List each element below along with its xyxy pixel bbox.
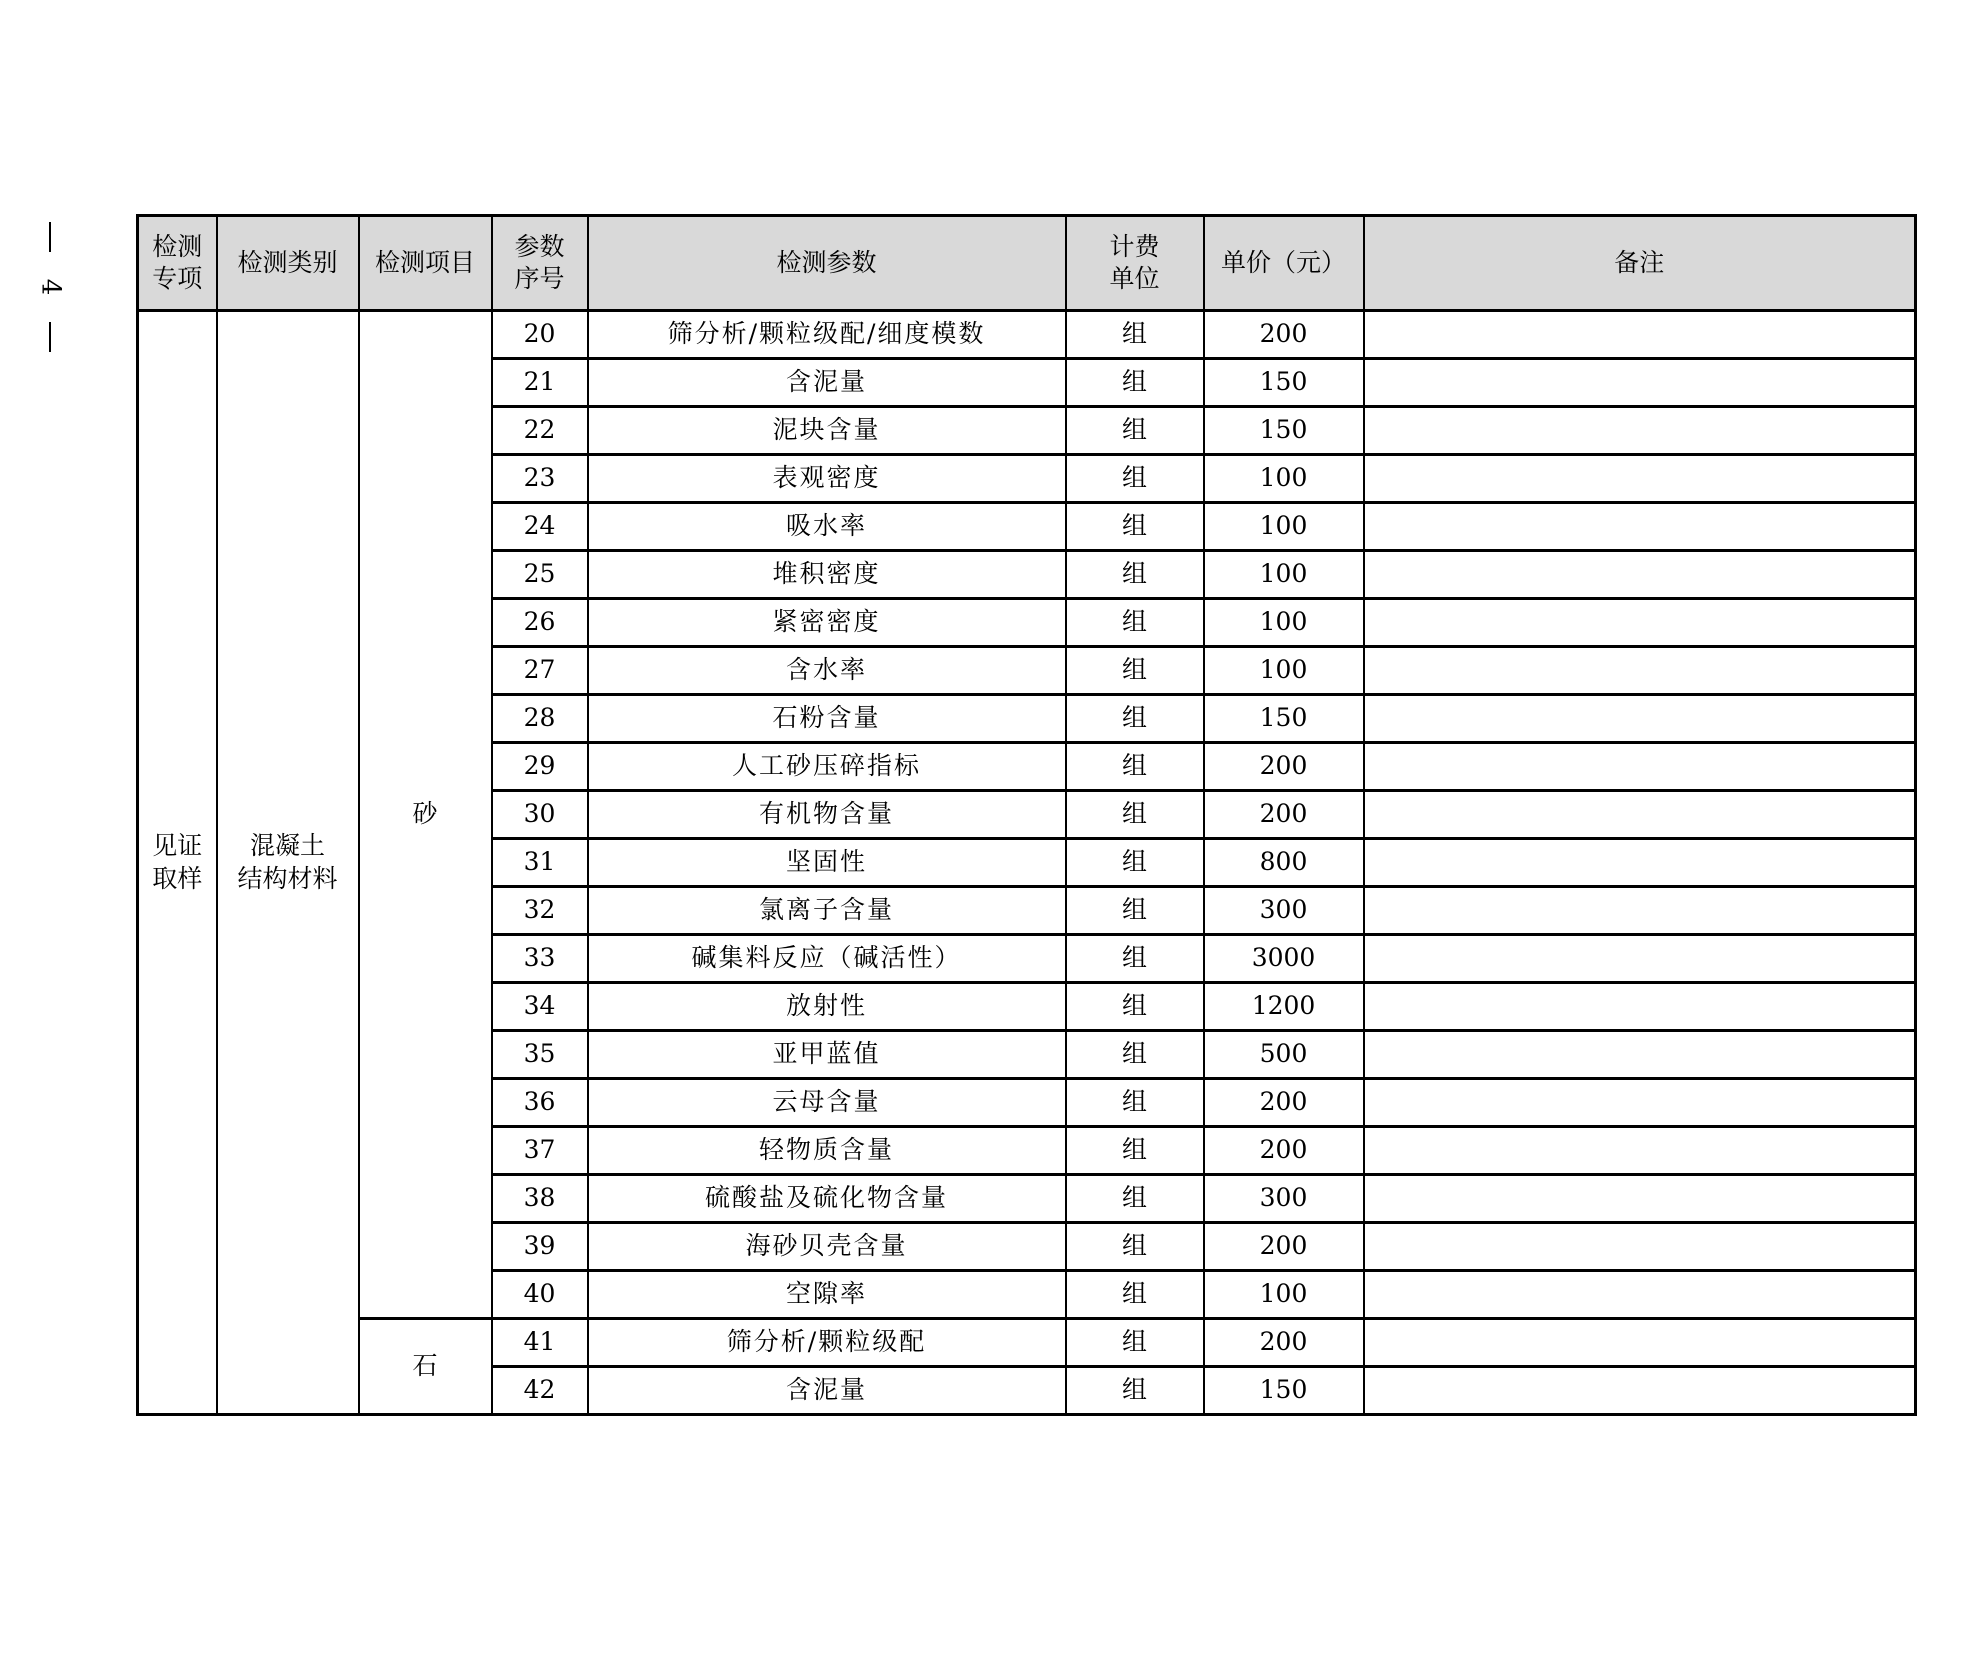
seq-cell: 40 xyxy=(492,1271,588,1319)
seq-cell: 38 xyxy=(492,1175,588,1223)
unit-cell: 组 xyxy=(1066,359,1204,407)
unit-cell: 组 xyxy=(1066,1319,1204,1367)
unit-cell: 组 xyxy=(1066,455,1204,503)
param-cell: 坚固性 xyxy=(588,839,1066,887)
price-cell: 100 xyxy=(1204,1271,1364,1319)
param-cell: 筛分析/颗粒级配/细度模数 xyxy=(588,311,1066,359)
unit-cell: 组 xyxy=(1066,311,1204,359)
note-cell xyxy=(1364,551,1916,599)
note-cell xyxy=(1364,1319,1916,1367)
price-cell: 200 xyxy=(1204,1127,1364,1175)
header-special-line2: 专项 xyxy=(152,264,203,293)
param-cell: 空隙率 xyxy=(588,1271,1066,1319)
header-unit-line2: 单位 xyxy=(1109,264,1160,293)
note-cell xyxy=(1364,647,1916,695)
price-cell: 150 xyxy=(1204,407,1364,455)
price-cell: 200 xyxy=(1204,1319,1364,1367)
unit-cell: 组 xyxy=(1066,1127,1204,1175)
header-category: 检测类别 xyxy=(217,216,359,311)
header-row xyxy=(138,216,1916,311)
param-cell: 云母含量 xyxy=(588,1079,1066,1127)
param-cell: 碱集料反应（碱活性） xyxy=(588,935,1066,983)
unit-cell: 组 xyxy=(1066,1223,1204,1271)
header-unit xyxy=(1066,216,1204,311)
seq-cell: 34 xyxy=(492,983,588,1031)
unit-cell: 组 xyxy=(1066,1175,1204,1223)
note-cell xyxy=(1364,695,1916,743)
param-cell: 硫酸盐及硫化物含量 xyxy=(588,1175,1066,1223)
header-unit-line1: 计费 xyxy=(1109,231,1160,261)
seq-cell: 41 xyxy=(492,1319,588,1367)
seq-cell: 31 xyxy=(492,839,588,887)
note-cell xyxy=(1364,311,1916,359)
param-cell: 轻物质含量 xyxy=(588,1127,1066,1175)
price-cell: 200 xyxy=(1204,1223,1364,1271)
price-cell: 800 xyxy=(1204,839,1364,887)
note-cell xyxy=(1364,599,1916,647)
seq-cell: 39 xyxy=(492,1223,588,1271)
seq-cell: 27 xyxy=(492,647,588,695)
seq-cell: 24 xyxy=(492,503,588,551)
special-line2: 取样 xyxy=(152,863,203,893)
param-cell: 氯离子含量 xyxy=(588,887,1066,935)
seq-cell: 20 xyxy=(492,311,588,359)
param-cell: 紧密密度 xyxy=(588,599,1066,647)
table-body xyxy=(138,311,1916,1415)
page-number-value: 4 xyxy=(34,278,65,296)
price-cell: 100 xyxy=(1204,455,1364,503)
param-cell: 放射性 xyxy=(588,983,1066,1031)
header-note: 备注 xyxy=(1364,216,1916,311)
price-cell: 300 xyxy=(1204,1175,1364,1223)
param-cell: 堆积密度 xyxy=(588,551,1066,599)
seq-cell: 25 xyxy=(492,551,588,599)
note-cell xyxy=(1364,455,1916,503)
header-special-line1: 检测 xyxy=(152,231,203,261)
note-cell xyxy=(1364,935,1916,983)
unit-cell: 组 xyxy=(1066,791,1204,839)
param-cell: 表观密度 xyxy=(588,455,1066,503)
param-cell: 海砂贝壳含量 xyxy=(588,1223,1066,1271)
page-number-dash-top xyxy=(49,222,51,252)
unit-cell: 组 xyxy=(1066,695,1204,743)
category-line1: 混凝土 xyxy=(249,831,325,860)
price-cell: 100 xyxy=(1204,647,1364,695)
seq-cell: 22 xyxy=(492,407,588,455)
note-cell xyxy=(1364,743,1916,791)
seq-cell: 33 xyxy=(492,935,588,983)
price-cell: 150 xyxy=(1204,1367,1364,1415)
note-cell xyxy=(1364,1079,1916,1127)
seq-cell: 29 xyxy=(492,743,588,791)
param-cell: 筛分析/颗粒级配 xyxy=(588,1319,1066,1367)
note-cell xyxy=(1364,503,1916,551)
price-cell: 3000 xyxy=(1204,935,1364,983)
seq-cell: 28 xyxy=(492,695,588,743)
note-cell xyxy=(1364,359,1916,407)
header-price: 单价（元） xyxy=(1204,216,1364,311)
special-cell xyxy=(138,311,217,1415)
param-cell: 亚甲蓝值 xyxy=(588,1031,1066,1079)
price-cell: 300 xyxy=(1204,887,1364,935)
unit-cell: 组 xyxy=(1066,839,1204,887)
note-cell xyxy=(1364,407,1916,455)
unit-cell: 组 xyxy=(1066,599,1204,647)
param-cell: 人工砂压碎指标 xyxy=(588,743,1066,791)
unit-cell: 组 xyxy=(1066,1271,1204,1319)
note-cell xyxy=(1364,1127,1916,1175)
note-cell xyxy=(1364,1031,1916,1079)
special-line1: 见证 xyxy=(152,831,203,860)
category-line2: 结构材料 xyxy=(237,863,338,893)
header-seq-line2: 序号 xyxy=(514,264,565,293)
price-cell: 200 xyxy=(1204,791,1364,839)
note-cell xyxy=(1364,1175,1916,1223)
seq-cell: 26 xyxy=(492,599,588,647)
unit-cell: 组 xyxy=(1066,551,1204,599)
seq-cell: 21 xyxy=(492,359,588,407)
note-cell xyxy=(1364,887,1916,935)
param-cell: 含水率 xyxy=(588,647,1066,695)
price-cell: 100 xyxy=(1204,551,1364,599)
seq-cell: 42 xyxy=(492,1367,588,1415)
unit-cell: 组 xyxy=(1066,503,1204,551)
header-seq-line1: 参数 xyxy=(514,231,565,261)
param-cell: 有机物含量 xyxy=(588,791,1066,839)
table-row xyxy=(138,1319,1916,1367)
item-cell: 砂 xyxy=(359,311,492,1319)
category-cell xyxy=(217,311,359,1415)
unit-cell: 组 xyxy=(1066,407,1204,455)
price-cell: 200 xyxy=(1204,1079,1364,1127)
unit-cell: 组 xyxy=(1066,743,1204,791)
item-cell: 石 xyxy=(359,1319,492,1415)
param-cell: 含泥量 xyxy=(588,1367,1066,1415)
price-cell: 150 xyxy=(1204,695,1364,743)
unit-cell: 组 xyxy=(1066,1367,1204,1415)
page-number xyxy=(30,222,70,352)
param-cell: 石粉含量 xyxy=(588,695,1066,743)
price-cell: 200 xyxy=(1204,743,1364,791)
header-param: 检测参数 xyxy=(588,216,1066,311)
header-item: 检测项目 xyxy=(359,216,492,311)
param-cell: 含泥量 xyxy=(588,359,1066,407)
header-special xyxy=(138,216,217,311)
unit-cell: 组 xyxy=(1066,935,1204,983)
price-cell: 1200 xyxy=(1204,983,1364,1031)
seq-cell: 36 xyxy=(492,1079,588,1127)
header-seq xyxy=(492,216,588,311)
param-cell: 吸水率 xyxy=(588,503,1066,551)
price-cell: 100 xyxy=(1204,599,1364,647)
page-number-dash-bottom xyxy=(49,322,51,352)
note-cell xyxy=(1364,839,1916,887)
fee-table xyxy=(136,214,1917,1416)
seq-cell: 23 xyxy=(492,455,588,503)
seq-cell: 35 xyxy=(492,1031,588,1079)
note-cell xyxy=(1364,1271,1916,1319)
seq-cell: 32 xyxy=(492,887,588,935)
note-cell xyxy=(1364,983,1916,1031)
note-cell xyxy=(1364,1223,1916,1271)
price-cell: 200 xyxy=(1204,311,1364,359)
table-row xyxy=(138,311,1916,359)
unit-cell: 组 xyxy=(1066,1079,1204,1127)
seq-cell: 37 xyxy=(492,1127,588,1175)
price-cell: 500 xyxy=(1204,1031,1364,1079)
price-cell: 150 xyxy=(1204,359,1364,407)
price-cell: 100 xyxy=(1204,503,1364,551)
seq-cell: 30 xyxy=(492,791,588,839)
unit-cell: 组 xyxy=(1066,1031,1204,1079)
param-cell: 泥块含量 xyxy=(588,407,1066,455)
note-cell xyxy=(1364,1367,1916,1415)
unit-cell: 组 xyxy=(1066,887,1204,935)
note-cell xyxy=(1364,791,1916,839)
unit-cell: 组 xyxy=(1066,647,1204,695)
unit-cell: 组 xyxy=(1066,983,1204,1031)
